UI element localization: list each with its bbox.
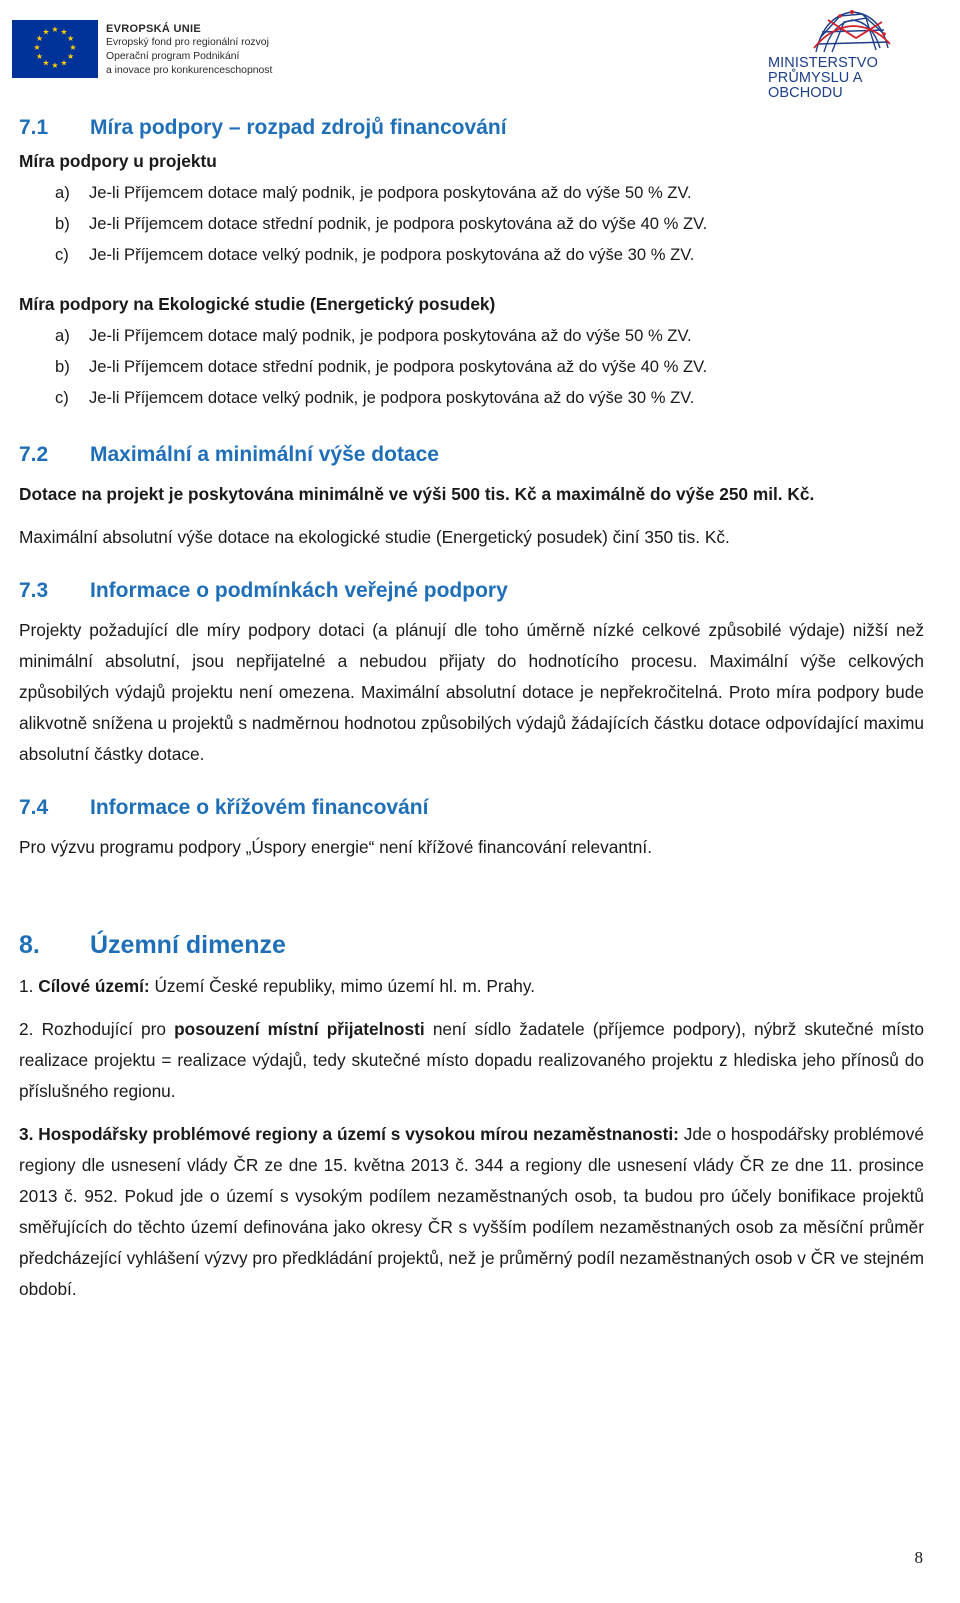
svg-text:★: ★ (42, 27, 50, 37)
document-body (19, 110, 924, 1305)
section-number: 8. (19, 931, 40, 959)
paragraph (19, 1014, 924, 1107)
list-marker: a) (55, 183, 70, 202)
section-number: 7.4 (19, 796, 49, 819)
section-number: 7.2 (19, 443, 49, 466)
ministry-logo-line: MINISTERSTVO (768, 55, 878, 71)
subheading: Míra podpory na Ekologické studie (Energetický posudek) (19, 294, 496, 314)
section-title: Informace o podmínkách veřejné podpory (90, 579, 508, 602)
bold-label: Cílové území: (38, 976, 150, 996)
section-title: Maximální a minimální výše dotace (90, 443, 439, 466)
section-number: 7.1 (19, 116, 49, 139)
paragraph-text: Jde o hospodářsky problémové regiony dle usnesení vlády ČR ze dne 15. května 2013 č. 344 a regiony dle usnesení vlády ČR ze dne 11. prosince 2013 č. 952. Pokud jde o území s vysokým podílem nezaměstnaných osob, ta budou pro účely bonifikace projektů směřujících do těchto území definována jako okresy ČR s vyšším podílem nezaměstnaných osob za měsíční průměr předcházející vyhlášení výzvy pro předkládání projektů, než je průměrný podíl nezaměstnaných osob v ČR ve stejném období. (19, 1124, 924, 1299)
eu-logo (12, 20, 272, 78)
svg-text:★: ★ (35, 52, 43, 61)
paragraph: Projekty požadující dle míry podpory dotaci (a plánují dle toho úměrně nízké celkové způsobilé výdaje) nižší než minimální absolutní, jsou nepřijatelné a nebudou přijaty do hodnotícího procesu. Maximální výše celkových způsobilých výdajů projektu není omezena. Maximální absolutní dotace je nepřekročitelná. Proto míra podpory bude alikvotně snížena u projektů s nadměrnou hodnotou způsobilých výdajů žádajících částku dotace odpovídající maximu absolutní částky dotace. (19, 620, 924, 764)
list-text: Je-li Příjemcem dotace malý podnik, je podpora poskytována až do výše 50 % ZV. (89, 183, 692, 202)
eu-logo-line: a inovace pro konkurenceschopnost (106, 65, 273, 76)
list-item (19, 208, 924, 239)
svg-text:★: ★ (51, 61, 59, 70)
section-heading-7-3 (19, 573, 924, 609)
list-marker: a) (55, 326, 70, 345)
subheading: Míra podpory u projektu (19, 151, 217, 171)
section-number: 7.3 (19, 579, 49, 602)
svg-text:★: ★ (67, 52, 75, 61)
ministry-logo-line: PRŮMYSLU A OBCHODU (768, 70, 862, 101)
svg-text:★: ★ (60, 58, 68, 68)
eu-logo-line: EVROPSKÁ UNIE (106, 23, 201, 35)
svg-text:★: ★ (51, 25, 59, 34)
list-item (19, 320, 924, 351)
eu-logo-line: Operační program Podnikání (106, 51, 240, 62)
svg-text:★: ★ (42, 58, 50, 68)
svg-text:★: ★ (69, 43, 77, 52)
list-marker: b) (55, 214, 70, 233)
page-number: 8 (914, 1548, 923, 1567)
section-title: Informace o křížovém financování (90, 796, 429, 819)
svg-text:★: ★ (33, 43, 41, 52)
paragraph-text: Území České republiky, mimo území hl. m. Prahy. (149, 976, 536, 996)
ministry-logo (766, 8, 938, 101)
item-number: 2. (19, 1019, 34, 1039)
ministry-logo-text (768, 56, 938, 101)
section-heading-7-1 (19, 110, 924, 146)
paragraph-text: Rozhodující pro (33, 1019, 175, 1039)
list-text: Je-li Příjemcem dotace střední podnik, je podpora poskytována až do výše 40 % ZV. (89, 357, 708, 376)
paragraph: Dotace na projekt je poskytována minimálně ve výši 500 tis. Kč a maximálně do výše 250 mil. Kč. (19, 484, 815, 504)
list-marker: c) (55, 245, 69, 264)
list-marker: c) (55, 388, 69, 407)
list-text: Je-li Příjemcem dotace malý podnik, je podpora poskytována až do výše 50 % ZV. (89, 326, 692, 345)
section-heading-7-4 (19, 790, 924, 826)
list-item (19, 239, 924, 270)
paragraph: Pro výzvu programu podpory „Úspory energie“ není křížové financování relevantní. (19, 837, 653, 857)
list-item (19, 351, 924, 382)
page-header (0, 0, 960, 100)
svg-text:★: ★ (35, 34, 43, 43)
globe-network-icon (810, 8, 894, 56)
paragraph-text: není sídlo žadatele (příjemce podpory), nýbrž skutečné místo realizace projektu = realizace výdajů, tedy skutečné místo dopadu realizovaného projektu z hlediska jeho přínosů do příslušného regionu. (19, 1019, 924, 1101)
eu-flag-icon (12, 20, 98, 78)
paragraph (19, 971, 924, 1002)
section-title: Územní dimenze (90, 931, 286, 959)
svg-text:★: ★ (67, 34, 75, 43)
list-item (19, 177, 924, 208)
list-text: Je-li Příjemcem dotace střední podnik, je podpora poskytována až do výše 40 % ZV. (89, 214, 708, 233)
bold-label: 3. Hospodářsky problémové regiony a území s vysokou mírou nezaměstnanosti: (19, 1124, 679, 1144)
section-title: Míra podpory – rozpad zdrojů financování (90, 116, 507, 139)
list-text: Je-li Příjemcem dotace velký podnik, je podpora poskytována až do výše 30 % ZV. (89, 388, 695, 407)
item-number: 1. (19, 976, 34, 996)
eu-logo-line: Evropský fond pro regionální rozvoj (106, 37, 269, 48)
eu-logo-text (106, 22, 272, 78)
section-heading-7-2 (19, 437, 924, 473)
paragraph: Maximální absolutní výše dotace na ekologické studie (Energetický posudek) činí 350 tis. Kč. (19, 527, 730, 547)
list-text: Je-li Příjemcem dotace velký podnik, je podpora poskytována až do výše 30 % ZV. (89, 245, 695, 264)
paragraph (19, 1119, 924, 1305)
list-item (19, 382, 924, 413)
bold-phrase: posouzení místní přijatelnosti (174, 1019, 425, 1039)
list-marker: b) (55, 357, 70, 376)
section-heading-8 (19, 925, 924, 965)
svg-text:★: ★ (60, 27, 68, 37)
